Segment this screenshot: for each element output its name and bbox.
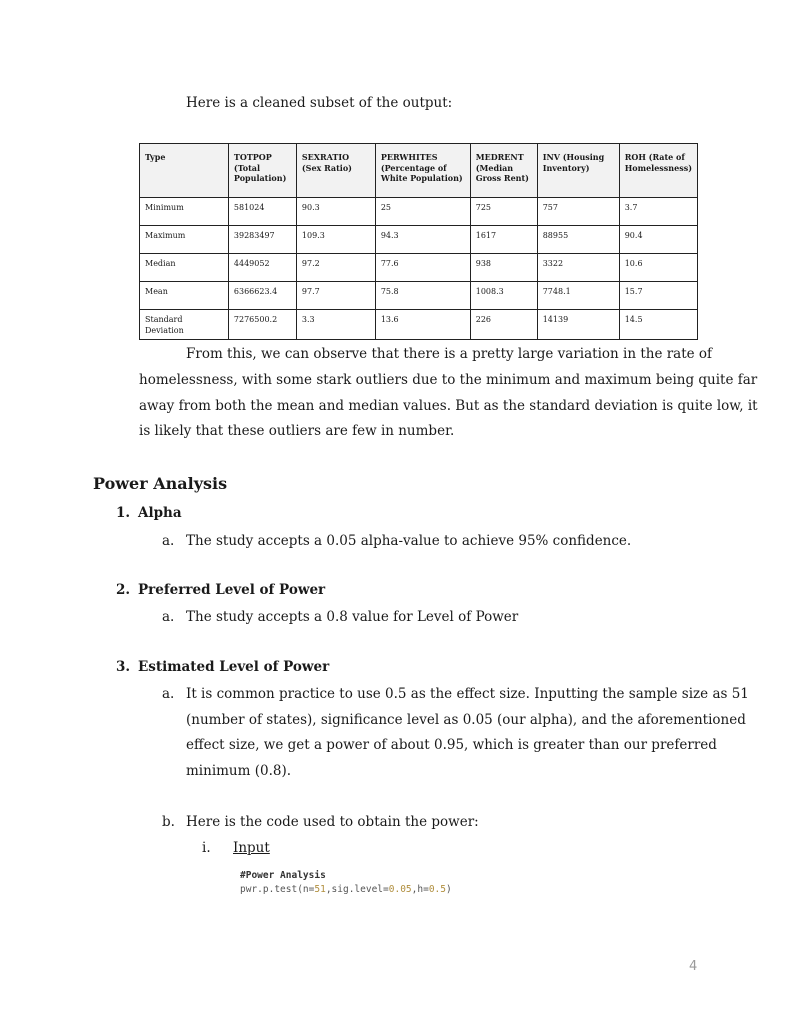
cell-type: Maximum	[140, 226, 229, 254]
cell-totpop: 581024	[228, 198, 296, 226]
observation-line-4: is likely that these outliers are few in number.	[139, 423, 455, 439]
header-sexratio: SEXRATIO (Sex Ratio)	[296, 144, 375, 198]
observation-line-2: homelessness, with some stark outliers due to the minimum and maximum being quite far	[139, 372, 758, 388]
cell-medrent: 1617	[470, 226, 537, 254]
cell-medrent: 1008.3	[470, 282, 537, 310]
sub-item-marker: a.	[162, 686, 175, 702]
cell-type: Median	[140, 254, 229, 282]
observation-line-3: away from both the mean and median values. But as the standard deviation is quite low, it	[139, 398, 758, 414]
cell-type: Mean	[140, 282, 229, 310]
cell-inv: 757	[537, 198, 619, 226]
table-header-row	[140, 144, 698, 198]
code-arg-n: n=	[302, 884, 315, 895]
code-line	[240, 883, 452, 897]
header-type: Type	[140, 144, 229, 198]
cell-inv: 14139	[537, 310, 619, 340]
input-label	[233, 835, 270, 861]
list-number: 1.	[116, 505, 131, 521]
cell-roh: 15.7	[619, 282, 697, 310]
list-item-estimated-power	[116, 659, 329, 675]
cell-sexratio: 109.3	[296, 226, 375, 254]
header-totpop: TOTPOP (Total Population)	[228, 144, 296, 198]
page-number: 4	[689, 959, 698, 974]
list-title: Preferred Level of Power	[138, 582, 326, 598]
cell-type: Standard Deviation	[140, 310, 229, 340]
sub-item-marker: b.	[162, 814, 175, 830]
sub-sub-item-marker: i.	[202, 840, 211, 856]
cell-roh: 90.4	[619, 226, 697, 254]
cell-type: Minimum	[140, 198, 229, 226]
code-arg-h: ,h=	[411, 884, 429, 895]
cell-roh: 10.6	[619, 254, 697, 282]
estimated-line-2: (number of states), significance level as 0.05 (our alpha), and the aforementioned	[186, 712, 746, 728]
cell-perwhites: 94.3	[375, 226, 470, 254]
cell-roh: 14.5	[619, 310, 697, 340]
input-label-text: Input	[233, 840, 270, 856]
table-row	[140, 310, 698, 340]
cell-sexratio: 97.2	[296, 254, 375, 282]
cell-inv: 3322	[537, 254, 619, 282]
cell-totpop: 4449052	[228, 254, 296, 282]
estimated-line-1: It is common practice to use 0.5 as the effect size. Inputting the sample size as 51	[186, 686, 749, 702]
cell-medrent: 725	[470, 198, 537, 226]
table-row	[140, 226, 698, 254]
power-text: The study accepts a 0.8 value for Level of Power	[186, 609, 519, 625]
sub-item-marker: a.	[162, 533, 175, 549]
statistics-table	[139, 143, 698, 340]
header-medrent: MEDRENT (Median Gross Rent)	[470, 144, 537, 198]
cell-sexratio: 90.3	[296, 198, 375, 226]
cell-medrent: 938	[470, 254, 537, 282]
cell-perwhites: 25	[375, 198, 470, 226]
code-value-h: 0.5	[428, 884, 446, 895]
code-value-n: 51	[314, 884, 326, 895]
intro-text: Here is a cleaned subset of the output:	[186, 95, 453, 111]
cell-sexratio: 97.7	[296, 282, 375, 310]
list-item-alpha	[116, 505, 182, 521]
cell-perwhites: 13.6	[375, 310, 470, 340]
table-row	[140, 198, 698, 226]
cell-totpop: 7276500.2	[228, 310, 296, 340]
code-close: )	[445, 884, 452, 895]
cell-sexratio: 3.3	[296, 310, 375, 340]
list-item-preferred-power	[116, 582, 325, 598]
header-roh: ROH (Rate of Homelessness)	[619, 144, 697, 198]
estimated-line-4: minimum (0.8).	[186, 763, 292, 779]
header-perwhites: PERWHITES (Percentage of White Population)	[375, 144, 470, 198]
cell-medrent: 226	[470, 310, 537, 340]
table-row	[140, 254, 698, 282]
estimated-line-3: effect size, we get a power of about 0.95, which is greater than our preferred	[186, 737, 717, 753]
code-value-sig: 0.05	[388, 884, 412, 895]
cell-inv: 88955	[537, 226, 619, 254]
cell-perwhites: 77.6	[375, 254, 470, 282]
code-function: pwr.p.test(	[240, 884, 303, 895]
cell-inv: 7748.1	[537, 282, 619, 310]
observation-line-1: From this, we can observe that there is a pretty large variation in the rate of	[186, 346, 713, 362]
table-row	[140, 282, 698, 310]
cell-totpop: 39283497	[228, 226, 296, 254]
cell-roh: 3.7	[619, 198, 697, 226]
sub-item-marker: a.	[162, 609, 175, 625]
list-number: 3.	[116, 659, 131, 675]
cell-totpop: 6366623.4	[228, 282, 296, 310]
code-comment: #Power Analysis	[240, 870, 326, 881]
list-number: 2.	[116, 582, 131, 598]
header-inv: INV (Housing Inventory)	[537, 144, 619, 198]
list-title: Alpha	[138, 505, 182, 521]
code-arg-sig: ,sig.level=	[325, 884, 389, 895]
section-title: Power Analysis	[93, 474, 228, 493]
code-intro-text: Here is the code used to obtain the power:	[186, 814, 479, 830]
list-title: Estimated Level of Power	[138, 659, 330, 675]
cell-perwhites: 75.8	[375, 282, 470, 310]
alpha-text: The study accepts a 0.05 alpha-value to achieve 95% confidence.	[186, 533, 632, 549]
